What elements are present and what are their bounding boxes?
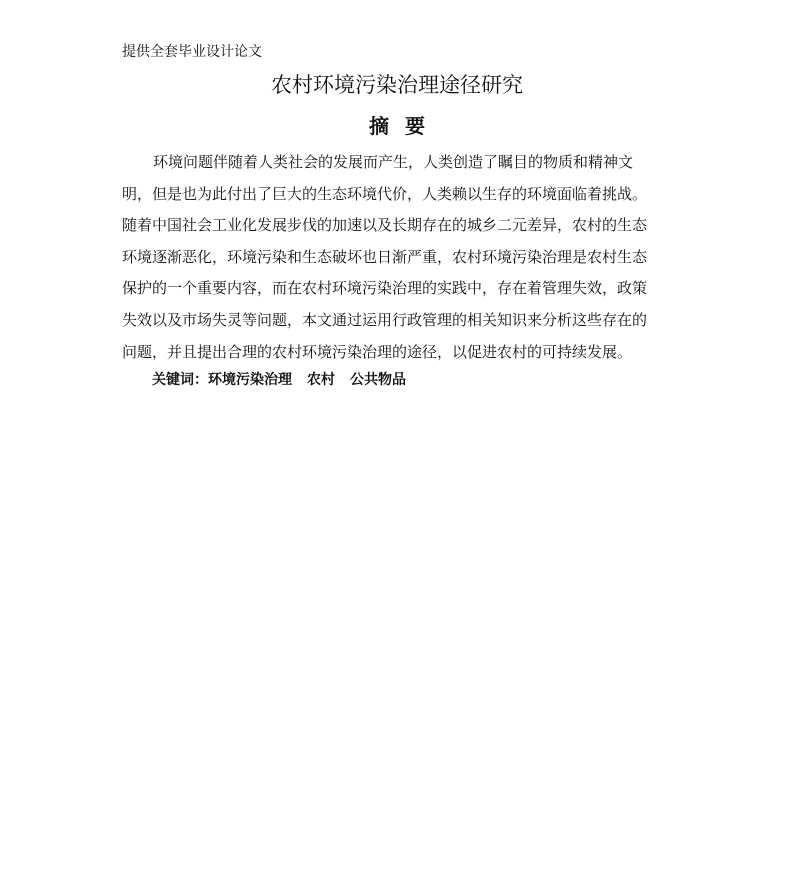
abstract-body [122, 147, 677, 368]
keywords-label: 关键词： [152, 372, 208, 388]
abstract-line: 失效以及市场失灵等问题，本文通过运用行政管理的相关知识来分析这些存在的 [122, 310, 648, 329]
abstract-line: 随着中国社会工业化发展步伐的加速以及长期存在的城乡二元差异，农村的生态 [122, 216, 648, 235]
keywords-line [152, 368, 406, 392]
abstract-line: 保护的一个重要内容，而在农村环境污染治理的实践中，存在着管理失效，政策 [122, 279, 648, 298]
keyword-item: 农村 [307, 372, 335, 388]
abstract-line: 问题，并且提出合理的农村环境污染治理的途径，以促进农村的可持续发展。 [122, 342, 633, 361]
document-title: 农村环境污染治理途径研究 [271, 73, 523, 97]
keyword-item: 公共物品 [350, 372, 406, 388]
abstract-line: 环境逐渐恶化，环境污染和生态破坏也日渐严重，农村环境污染治理是农村生态 [122, 247, 648, 266]
keyword-item: 环境污染治理 [208, 372, 292, 388]
header-note: 提供全套毕业设计论文 [122, 44, 262, 60]
abstract-line: 环境问题伴随着人类社会的发展而产生，人类创造了瞩目的物质和精神文 [153, 153, 634, 171]
abstract-line: 明，但是也为此付出了巨大的生态环境代价，人类赖以生存的环境面临着挑战。 [122, 184, 648, 203]
abstract-heading: 摘要 [369, 114, 441, 138]
